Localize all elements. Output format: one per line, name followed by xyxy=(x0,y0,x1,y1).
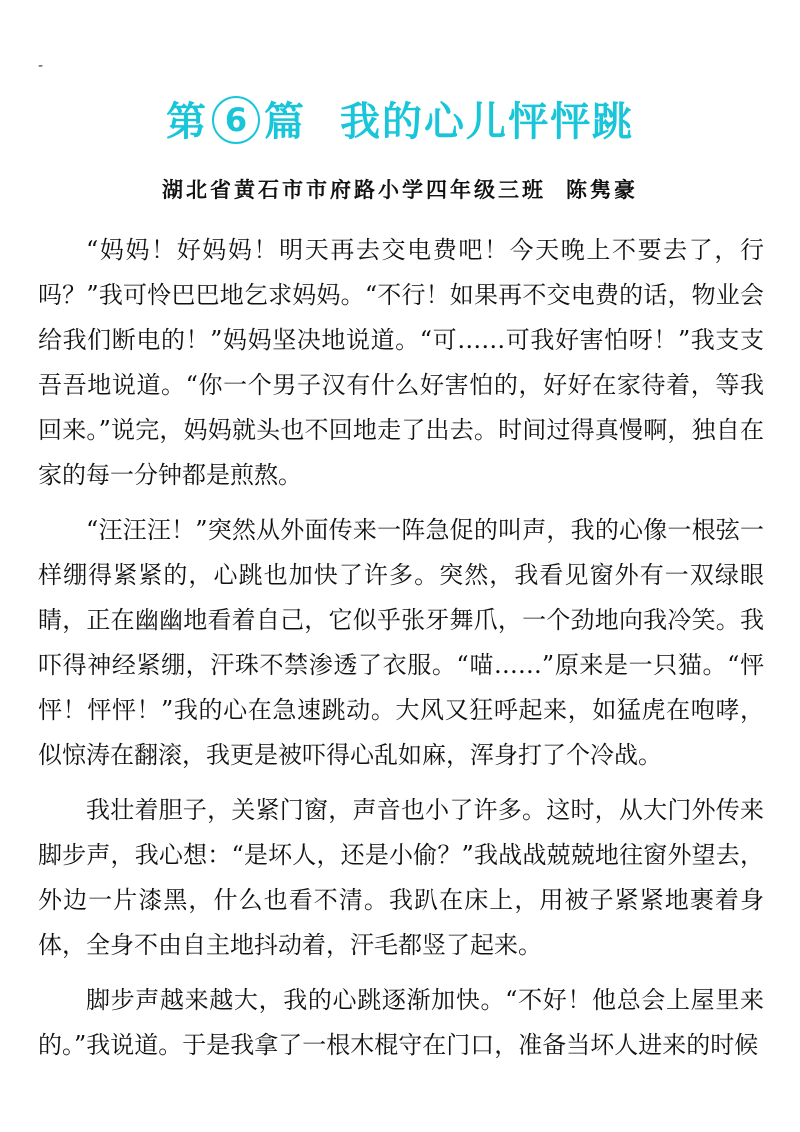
byline-school: 湖北省黄石市市府路小学四年级三班 xyxy=(162,178,546,202)
paragraph-4: 脚步声越来越大，我的心跳逐渐加快。“不好！他总会上屋里来的。”我说道。于是我拿了一根木棍守在门口，准备当坏人进来的时候 xyxy=(38,986,764,1059)
paragraph-1: “妈妈！好妈妈！明天再去交电费吧！今天晚上不要去了，行吗？”我可怜巴巴地乞求妈妈。“不行！如果再不交电费的话，物业会给我们断电的！”妈妈坚决地说道。“可……可我好害怕呀！”我支支吾吾地说道。“你一个男子汉有什么好害怕的，好好在家待着，等我回来。”说完，妈妈就头也不回地走了出去。时间过得真慢啊，独自在家的每一分钟都是煎熬。 xyxy=(38,236,764,489)
corner-mark: - xyxy=(38,58,44,74)
byline xyxy=(0,172,800,208)
title-suffix: 篇 xyxy=(264,99,306,145)
title-prefix: 第 xyxy=(166,99,208,145)
article-title xyxy=(0,92,800,152)
paragraph-3: 我壮着胆子，关紧门窗，声音也小了许多。这时，从大门外传来脚步声，我心想：“是坏人，还是小偷？”我战战兢兢地往窗外望去，外边一片漆黑，什么也看不清。我趴在床上，用被子紧紧地裹着身体，全身不由自主地抖动着，汗毛都竖了起来。 xyxy=(38,796,764,959)
byline-author: 陈隽豪 xyxy=(566,178,638,202)
title-number-badge: 6 xyxy=(212,96,260,144)
paragraph-2: “汪汪汪！”突然从外面传来一阵急促的叫声，我的心像一根弦一样绷得紧紧的，心跳也加快了许多。突然，我看见窗外有一双绿眼睛，正在幽幽地看着自己，它似乎张牙舞爪，一个劲地向我冷笑。我吓得神经紧绷，汗珠不禁渗透了衣服。“喵……”原来是一只猫。“怦怦！怦怦！”我的心在急速跳动。大风又狂呼起来，如猛虎在咆哮，似惊涛在翻滚，我更是被吓得心乱如麻，浑身打了个冷战。 xyxy=(38,516,764,769)
title-text: 我的心儿怦怦跳 xyxy=(340,99,634,145)
article-body xyxy=(38,228,764,1078)
